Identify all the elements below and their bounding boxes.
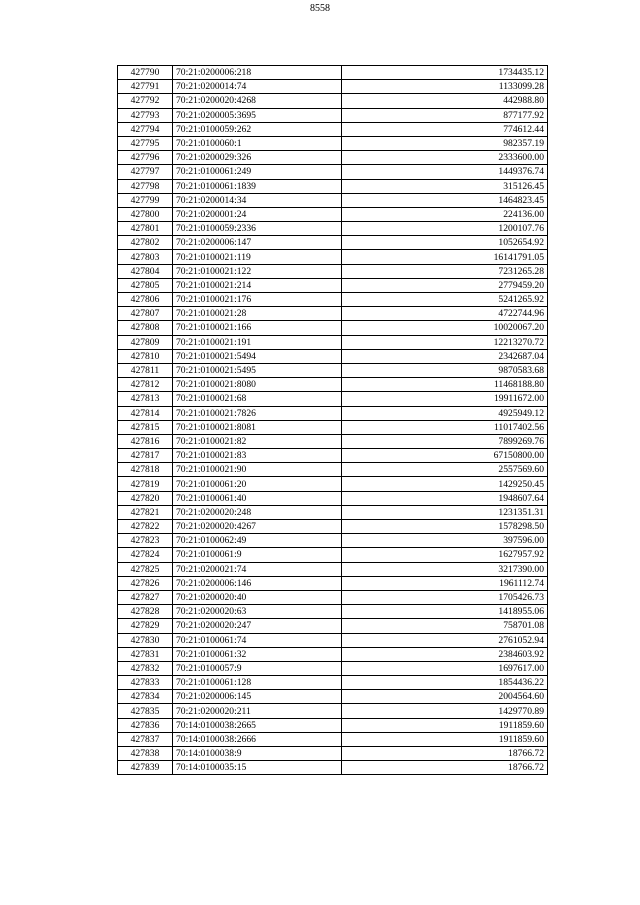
row-number-cell: 427837	[118, 732, 173, 746]
table-row	[118, 236, 548, 250]
table-row	[118, 434, 548, 448]
cadastral-value-cell: 4925949.12	[342, 406, 548, 420]
cadastral-number-cell: 70:21:0200020:4268	[173, 94, 342, 108]
row-number-cell: 427807	[118, 307, 173, 321]
cadastral-number-cell: 70:21:0100021:5494	[173, 349, 342, 363]
table-row	[118, 378, 548, 392]
table-row	[118, 704, 548, 718]
page-number: 8558	[310, 3, 330, 14]
cadastral-value-cell: 9870583.68	[342, 363, 548, 377]
cadastral-value-cell: 11468188.80	[342, 378, 548, 392]
table-row	[118, 420, 548, 434]
cadastral-value-cell: 5241265.92	[342, 293, 548, 307]
cadastral-number-cell: 70:21:0200006:218	[173, 66, 342, 80]
cadastral-value-cell: 2779459.20	[342, 278, 548, 292]
row-number-cell: 427793	[118, 108, 173, 122]
cadastral-number-cell: 70:21:0200014:74	[173, 80, 342, 94]
table-row	[118, 307, 548, 321]
cadastral-number-cell: 70:21:0100021:8080	[173, 378, 342, 392]
cadastral-number-cell: 70:21:0100060:1	[173, 136, 342, 150]
row-number-cell: 427832	[118, 661, 173, 675]
cadastral-number-cell: 70:21:0100061:1839	[173, 179, 342, 193]
table-row	[118, 761, 548, 775]
cadastral-number-cell: 70:21:0100021:176	[173, 293, 342, 307]
cadastral-value-cell: 1911859.60	[342, 718, 548, 732]
cadastral-value-cell: 10020067.20	[342, 321, 548, 335]
table-row	[118, 605, 548, 619]
table-row	[118, 590, 548, 604]
cadastral-value-cell: 224136.00	[342, 207, 548, 221]
cadastral-number-cell: 70:21:0100061:249	[173, 165, 342, 179]
cadastral-number-cell: 70:21:0100061:32	[173, 647, 342, 661]
table-row	[118, 222, 548, 236]
table-row	[118, 264, 548, 278]
table-row	[118, 392, 548, 406]
cadastral-number-cell: 70:21:0200006:147	[173, 236, 342, 250]
cadastral-number-cell: 70:21:0200006:146	[173, 576, 342, 590]
row-number-cell: 427791	[118, 80, 173, 94]
table-row	[118, 562, 548, 576]
cadastral-number-cell: 70:21:0200020:248	[173, 505, 342, 519]
table-body	[118, 66, 548, 775]
table-row	[118, 732, 548, 746]
cadastral-number-cell: 70:21:0200020:4267	[173, 520, 342, 534]
table-row	[118, 576, 548, 590]
cadastral-value-cell: 1578298.50	[342, 520, 548, 534]
row-number-cell: 427819	[118, 477, 173, 491]
cadastral-number-cell: 70:14:0100038:2665	[173, 718, 342, 732]
row-number-cell: 427822	[118, 520, 173, 534]
table-row	[118, 633, 548, 647]
cadastral-value-cell: 4722744.96	[342, 307, 548, 321]
table-row	[118, 747, 548, 761]
row-number-cell: 427833	[118, 676, 173, 690]
table-row	[118, 250, 548, 264]
row-number-cell: 427814	[118, 406, 173, 420]
table-row	[118, 66, 548, 80]
cadastral-value-cell: 12213270.72	[342, 335, 548, 349]
table-row	[118, 80, 548, 94]
cadastral-value-cell: 758701.08	[342, 619, 548, 633]
table-row	[118, 718, 548, 732]
cadastral-value-cell: 7899269.76	[342, 434, 548, 448]
cadastral-number-cell: 70:21:0100062:49	[173, 534, 342, 548]
table-row	[118, 491, 548, 505]
cadastral-number-cell: 70:21:0200020:40	[173, 590, 342, 604]
row-number-cell: 427825	[118, 562, 173, 576]
cadastral-value-cell: 1052654.92	[342, 236, 548, 250]
row-number-cell: 427797	[118, 165, 173, 179]
row-number-cell: 427829	[118, 619, 173, 633]
cadastral-value-cell: 315126.45	[342, 179, 548, 193]
row-number-cell: 427809	[118, 335, 173, 349]
cadastral-number-cell: 70:21:0100021:5495	[173, 363, 342, 377]
cadastral-number-cell: 70:14:0100035:15	[173, 761, 342, 775]
row-number-cell: 427795	[118, 136, 173, 150]
table-row	[118, 108, 548, 122]
cadastral-number-cell: 70:21:0100021:214	[173, 278, 342, 292]
table-row	[118, 321, 548, 335]
cadastral-value-cell: 16141791.05	[342, 250, 548, 264]
cadastral-number-cell: 70:21:0200021:74	[173, 562, 342, 576]
cadastral-value-cell: 1449376.74	[342, 165, 548, 179]
cadastral-number-cell: 70:21:0100021:68	[173, 392, 342, 406]
cadastral-number-cell: 70:21:0200020:247	[173, 619, 342, 633]
cadastral-number-cell: 70:14:0100038:2666	[173, 732, 342, 746]
cadastral-number-cell: 70:21:0100061:20	[173, 477, 342, 491]
cadastral-number-cell: 70:14:0100038:9	[173, 747, 342, 761]
row-number-cell: 427805	[118, 278, 173, 292]
cadastral-number-cell: 70:21:0100061:74	[173, 633, 342, 647]
cadastral-value-table	[117, 65, 548, 775]
row-number-cell: 427834	[118, 690, 173, 704]
table-row	[118, 335, 548, 349]
row-number-cell: 427836	[118, 718, 173, 732]
cadastral-number-cell: 70:21:0100021:28	[173, 307, 342, 321]
row-number-cell: 427831	[118, 647, 173, 661]
row-number-cell: 427835	[118, 704, 173, 718]
row-number-cell: 427820	[118, 491, 173, 505]
row-number-cell: 427798	[118, 179, 173, 193]
row-number-cell: 427804	[118, 264, 173, 278]
table-row	[118, 690, 548, 704]
row-number-cell: 427802	[118, 236, 173, 250]
row-number-cell: 427821	[118, 505, 173, 519]
cadastral-value-cell: 774612.44	[342, 122, 548, 136]
cadastral-number-cell: 70:21:0100021:90	[173, 463, 342, 477]
row-number-cell: 427792	[118, 94, 173, 108]
cadastral-number-cell: 70:21:0100021:122	[173, 264, 342, 278]
table-row	[118, 661, 548, 675]
row-number-cell: 427810	[118, 349, 173, 363]
cadastral-value-cell: 2004564.60	[342, 690, 548, 704]
cadastral-value-cell: 1429250.45	[342, 477, 548, 491]
cadastral-value-cell: 1627957.92	[342, 548, 548, 562]
row-number-cell: 427817	[118, 449, 173, 463]
table-row	[118, 647, 548, 661]
cadastral-value-cell: 1464823.45	[342, 193, 548, 207]
table-row	[118, 179, 548, 193]
table-row	[118, 449, 548, 463]
cadastral-number-cell: 70:21:0200006:145	[173, 690, 342, 704]
table-row	[118, 534, 548, 548]
cadastral-value-cell: 1200107.76	[342, 222, 548, 236]
cadastral-value-cell: 2761052.94	[342, 633, 548, 647]
row-number-cell: 427823	[118, 534, 173, 548]
row-number-cell: 427812	[118, 378, 173, 392]
cadastral-value-cell: 1961112.74	[342, 576, 548, 590]
cadastral-value-cell: 1948607.64	[342, 491, 548, 505]
row-number-cell: 427803	[118, 250, 173, 264]
cadastral-number-cell: 70:21:0100021:83	[173, 449, 342, 463]
cadastral-value-cell: 1911859.60	[342, 732, 548, 746]
cadastral-value-cell: 442988.80	[342, 94, 548, 108]
row-number-cell: 427811	[118, 363, 173, 377]
row-number-cell: 427790	[118, 66, 173, 80]
table-row	[118, 548, 548, 562]
row-number-cell: 427800	[118, 207, 173, 221]
row-number-cell: 427824	[118, 548, 173, 562]
table-row	[118, 477, 548, 491]
row-number-cell: 427816	[118, 434, 173, 448]
cadastral-value-cell: 2342687.04	[342, 349, 548, 363]
cadastral-number-cell: 70:21:0100061:40	[173, 491, 342, 505]
table-row	[118, 463, 548, 477]
cadastral-value-cell: 3217390.00	[342, 562, 548, 576]
cadastral-value-cell: 18766.72	[342, 747, 548, 761]
table-row	[118, 278, 548, 292]
table-row	[118, 520, 548, 534]
row-number-cell: 427828	[118, 605, 173, 619]
table-row	[118, 165, 548, 179]
table-row	[118, 293, 548, 307]
row-number-cell: 427838	[118, 747, 173, 761]
row-number-cell: 427815	[118, 420, 173, 434]
cadastral-value-cell: 877177.92	[342, 108, 548, 122]
cadastral-number-cell: 70:21:0100021:7826	[173, 406, 342, 420]
cadastral-number-cell: 70:21:0100057:9	[173, 661, 342, 675]
cadastral-value-cell: 1705426.73	[342, 590, 548, 604]
cadastral-value-cell: 2333600.00	[342, 151, 548, 165]
cadastral-value-cell: 982357.19	[342, 136, 548, 150]
row-number-cell: 427826	[118, 576, 173, 590]
row-number-cell: 427818	[118, 463, 173, 477]
table-row	[118, 505, 548, 519]
row-number-cell: 427801	[118, 222, 173, 236]
cadastral-number-cell: 70:21:0100021:191	[173, 335, 342, 349]
table-row	[118, 94, 548, 108]
row-number-cell: 427808	[118, 321, 173, 335]
row-number-cell: 427827	[118, 590, 173, 604]
row-number-cell: 427830	[118, 633, 173, 647]
cadastral-number-cell: 70:21:0100061:128	[173, 676, 342, 690]
cadastral-value-cell: 19911672.00	[342, 392, 548, 406]
cadastral-value-cell: 1854436.22	[342, 676, 548, 690]
cadastral-value-cell: 7231265.28	[342, 264, 548, 278]
cadastral-value-cell: 1133099.28	[342, 80, 548, 94]
table-row	[118, 349, 548, 363]
cadastral-value-cell: 1429770.89	[342, 704, 548, 718]
table-row	[118, 193, 548, 207]
row-number-cell: 427813	[118, 392, 173, 406]
cadastral-value-cell: 67150800.00	[342, 449, 548, 463]
table-row	[118, 406, 548, 420]
table-row	[118, 619, 548, 633]
cadastral-value-cell: 18766.72	[342, 761, 548, 775]
table-row	[118, 676, 548, 690]
cadastral-value-cell: 1697617.00	[342, 661, 548, 675]
table-row	[118, 207, 548, 221]
cadastral-number-cell: 70:21:0100021:119	[173, 250, 342, 264]
table-row	[118, 363, 548, 377]
cadastral-number-cell: 70:21:0200001:24	[173, 207, 342, 221]
cadastral-value-cell: 1231351.31	[342, 505, 548, 519]
cadastral-number-cell: 70:21:0200029:326	[173, 151, 342, 165]
row-number-cell: 427796	[118, 151, 173, 165]
table-row	[118, 136, 548, 150]
cadastral-number-cell: 70:21:0100059:2336	[173, 222, 342, 236]
cadastral-value-cell: 2384603.92	[342, 647, 548, 661]
row-number-cell: 427799	[118, 193, 173, 207]
cadastral-value-cell: 397596.00	[342, 534, 548, 548]
cadastral-number-cell: 70:21:0100021:82	[173, 434, 342, 448]
cadastral-number-cell: 70:21:0100061:9	[173, 548, 342, 562]
cadastral-number-cell: 70:21:0100021:166	[173, 321, 342, 335]
row-number-cell: 427794	[118, 122, 173, 136]
cadastral-value-cell: 2557569.60	[342, 463, 548, 477]
row-number-cell: 427806	[118, 293, 173, 307]
cadastral-number-cell: 70:21:0200014:34	[173, 193, 342, 207]
cadastral-value-cell: 1418955.06	[342, 605, 548, 619]
cadastral-number-cell: 70:21:0100021:8081	[173, 420, 342, 434]
cadastral-number-cell: 70:21:0200020:63	[173, 605, 342, 619]
table-row	[118, 122, 548, 136]
cadastral-number-cell: 70:21:0200005:3695	[173, 108, 342, 122]
cadastral-value-cell: 11017402.56	[342, 420, 548, 434]
table-row	[118, 151, 548, 165]
row-number-cell: 427839	[118, 761, 173, 775]
cadastral-value-cell: 1734435.12	[342, 66, 548, 80]
cadastral-number-cell: 70:21:0200020:211	[173, 704, 342, 718]
cadastral-number-cell: 70:21:0100059:262	[173, 122, 342, 136]
